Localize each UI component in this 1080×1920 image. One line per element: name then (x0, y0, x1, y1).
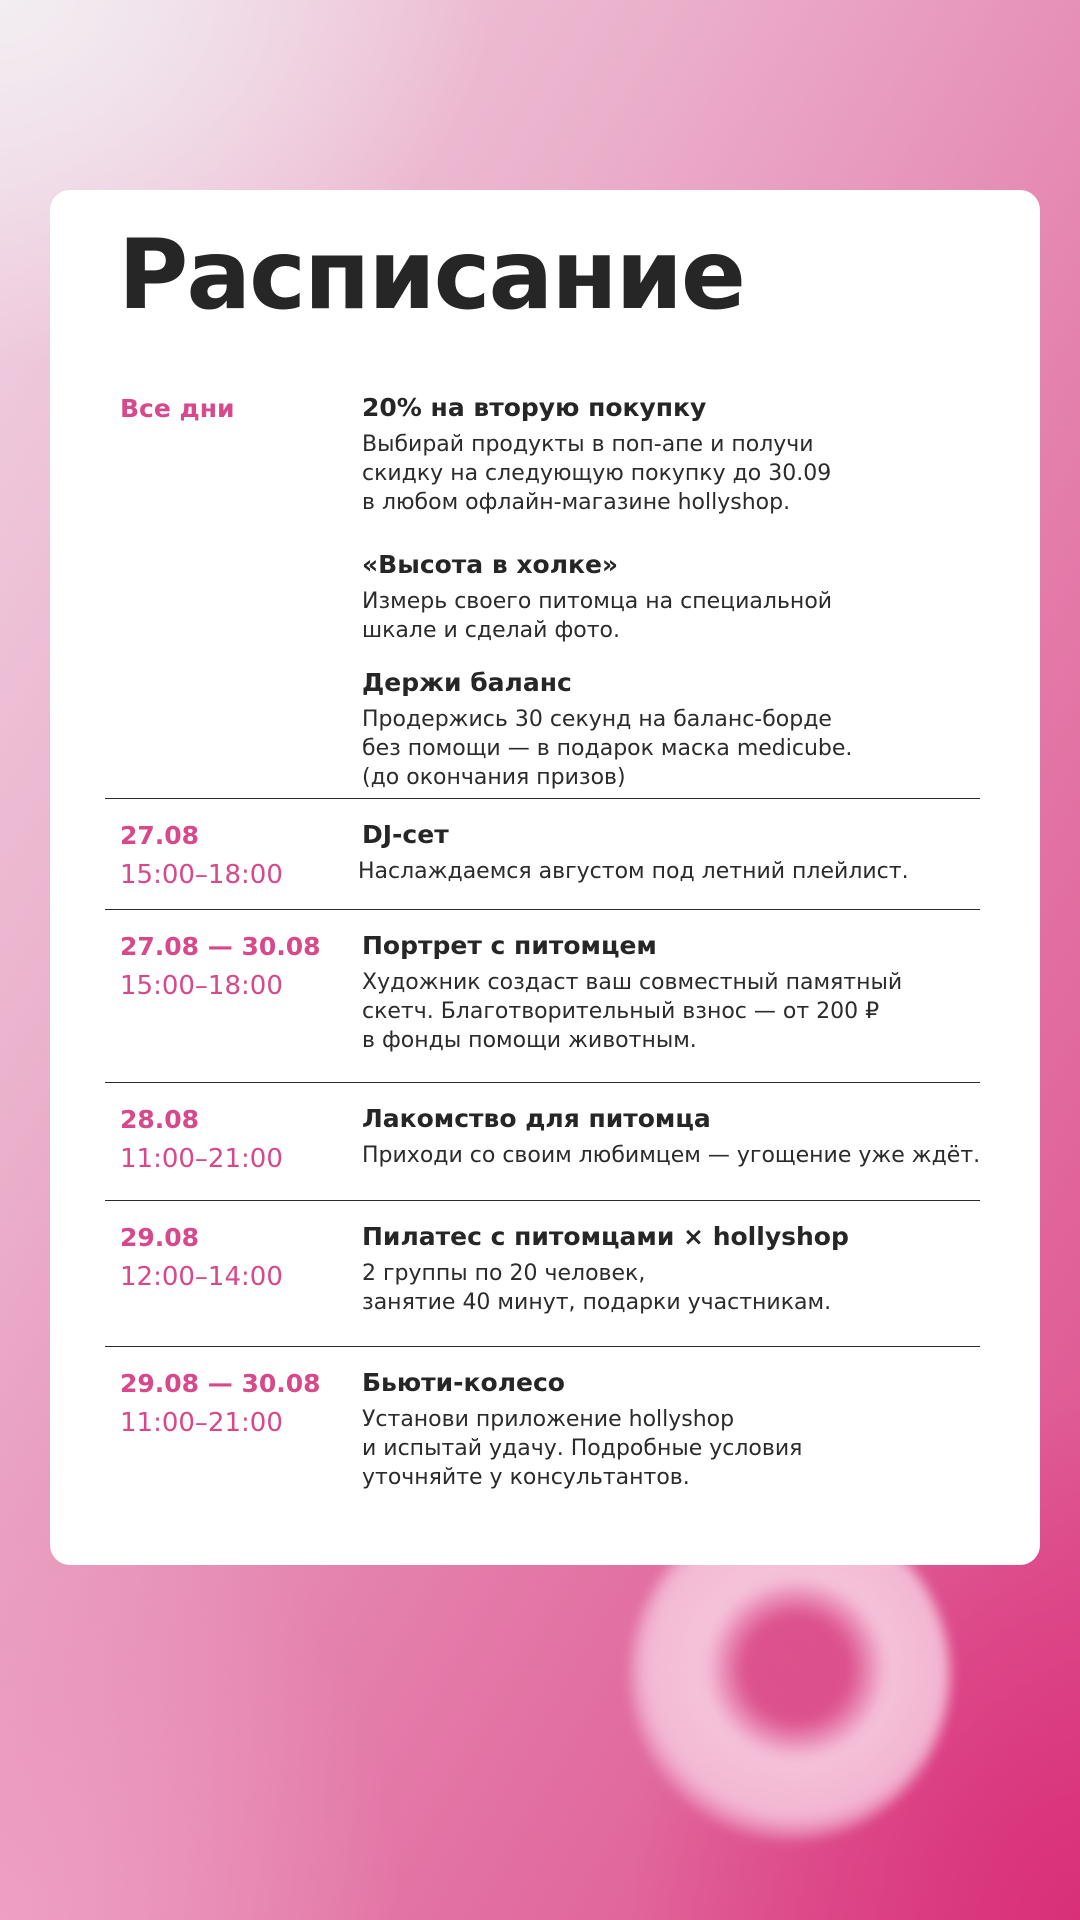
schedule-date: 28.08 (120, 1105, 200, 1134)
event-item (358, 817, 982, 886)
schedule-card (50, 190, 1040, 1565)
schedule-when (120, 1219, 283, 1297)
schedule-events (362, 390, 982, 812)
event-description: 2 группы по 20 человек, занятие 40 минут, подарки участникам. (362, 1261, 832, 1315)
event-title: Держи баланс (362, 668, 572, 697)
event-item (362, 547, 982, 645)
schedule-row (105, 909, 980, 1082)
event-item (362, 1101, 982, 1170)
event-description: Наслаждаемся августом под летний плейлист. (358, 859, 909, 884)
schedule-when (120, 390, 235, 428)
event-title: Пилатес с питомцами × hollyshop (362, 1222, 849, 1251)
schedule-events (362, 928, 982, 1075)
schedule-events (362, 1101, 982, 1190)
schedule-row (105, 1082, 980, 1201)
event-item (362, 1365, 982, 1492)
schedule-date: Все дни (120, 394, 235, 423)
schedule-time: 11:00–21:00 (120, 1144, 283, 1174)
schedule-row (105, 1200, 980, 1347)
event-title: Лакомство для питомца (362, 1104, 711, 1133)
event-description: Приходи со своим любимцем — угощение уже ждёт. (362, 1143, 981, 1168)
schedule-row (105, 798, 980, 909)
page-title: Расписание (118, 219, 745, 331)
event-title: DJ-сет (362, 820, 449, 849)
event-description: Художник создаст ваш совместный памятный скетч. Благотворительный взнос — от 200 ₽ в фонды помощи животным. (362, 970, 903, 1053)
schedule-events (362, 1219, 982, 1337)
event-item (362, 928, 982, 1055)
schedule-date: 27.08 (120, 821, 200, 850)
event-item (362, 665, 982, 792)
schedule-date: 29.08 — 30.08 (120, 1369, 321, 1398)
event-title: Портрет с питомцем (362, 931, 657, 960)
schedule-events (358, 817, 982, 906)
schedule-date: 27.08 — 30.08 (120, 932, 321, 961)
event-description: Продержись 30 секунд на баланс-борде без помощи — в подарок маска medicube. (до окончания призов) (362, 707, 853, 790)
schedule-when (120, 928, 321, 1006)
event-title: 20% на вторую покупку (362, 393, 707, 422)
event-description: Установи приложение hollyshop и испытай удачу. Подробные условия уточняйте у консультантов. (362, 1407, 803, 1490)
schedule-when (120, 1365, 321, 1443)
event-description: Выбирай продукты в поп-апе и получи скидку на следующую покупку до 30.09 в любом офлайн-магазине hollyshop. (362, 432, 832, 515)
schedule-time: 15:00–18:00 (120, 860, 283, 890)
schedule-when (120, 1101, 283, 1179)
event-item (362, 1219, 982, 1317)
event-title: Бьюти-колесо (362, 1368, 565, 1397)
schedule-row (105, 1346, 980, 1527)
event-item (362, 390, 982, 517)
schedule-date: 29.08 (120, 1223, 200, 1252)
event-title: «Высота в холке» (362, 550, 619, 579)
schedule-time: 11:00–21:00 (120, 1408, 283, 1438)
schedule-events (362, 1365, 982, 1512)
schedule-time: 12:00–14:00 (120, 1262, 283, 1292)
schedule-when (120, 817, 283, 895)
event-description: Измерь своего питомца на специальной шкале и сделай фото. (362, 589, 833, 643)
schedule-time: 15:00–18:00 (120, 971, 283, 1001)
